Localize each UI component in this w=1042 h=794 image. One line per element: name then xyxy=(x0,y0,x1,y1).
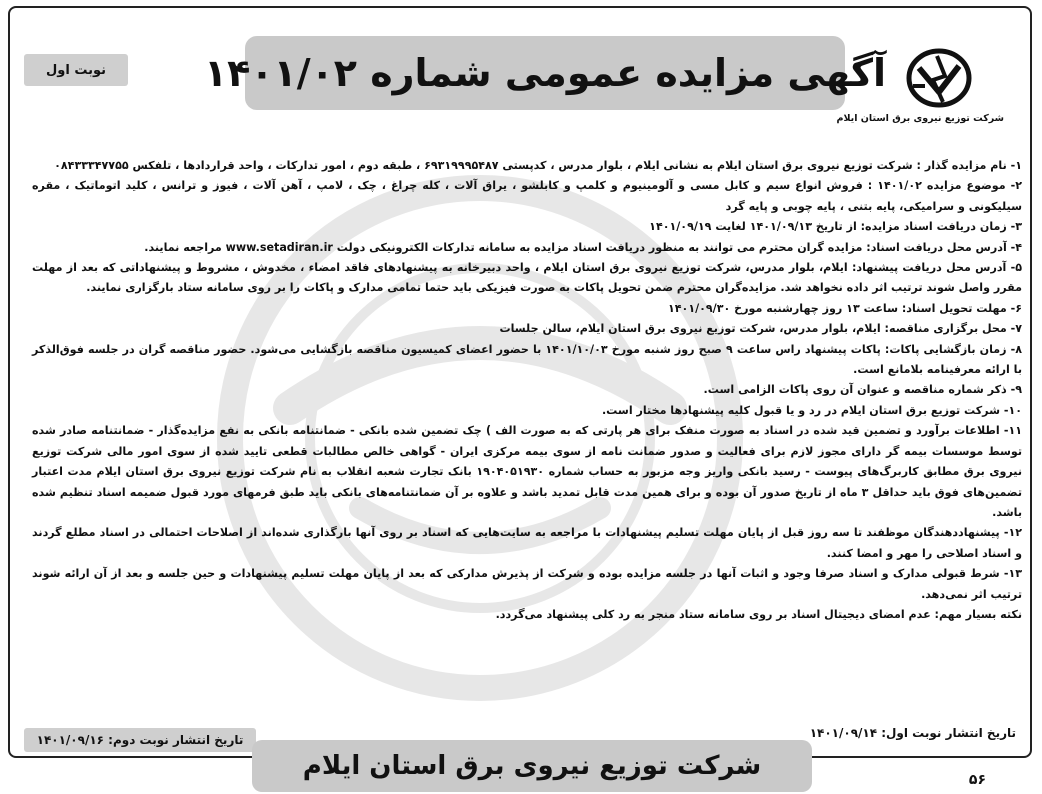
item-13: ۱۳- شرط قبولی مدارک و اسناد صرفا وجود و اثبات آنها در جلسه مزایده بوده و شرکت از پذیرش مدارکی که بعد از پایان مهلت تسلیم پیشنهادات و حین جلسه و بعد از آن ارائه شوند ترتیب اثر نمی‌دهد. xyxy=(32,567,1022,601)
item-6: ۶- مهلت تحویل اسناد: ساعت ۱۳ روز چهارشنبه مورخ ۱۴۰۱/۰۹/۳۰ xyxy=(668,301,1022,315)
item-2: ۲- موضوع مزایده ۱۴۰۱/۰۲ : فروش انواع سیم و کابل مسی و آلومینیوم و کلمپ و کابلشو ، یراق آلات ، کله چراغ ، چک ، لامپ ، آهن آلات ، فیوز و ترانس ، کلید اتوماتیک ، مقره سیلیکونی و سرامیکی، پایه بتنی ، پایه چوبی و پایه گرد xyxy=(32,179,1022,213)
item-5: ۵- آدرس محل دریافت پیشنهاد: ایلام، بلوار مدرس، شرکت توزیع نیروی برق استان ایلام ، واحد دبیرخانه به پیشنهادهای فاقد امضاء ، مخدوش ، مشروط و پیشنهاداتی که بعد از مهلت مقرر واصل شوند ترتیب اثر داده نخواهد شد. مزایده‌گران محترم ضمن تحویل پاکات به صورت فیزیکی باید حتما تمامی مدارک و پاکات را بر روی سامانه ستاد بارگزاری نمایند. xyxy=(32,261,1022,295)
announcement-body xyxy=(32,156,1022,625)
advertisement-frame xyxy=(8,6,1032,758)
first-publication-date: تاریخ انتشار نوبت اول: ۱۴۰۱/۰۹/۱۴ xyxy=(809,726,1016,740)
item-12: ۱۲- پیشنهاددهندگان موظفند تا سه روز قبل از پایان مهلت تسلیم پیشنهادات با مراجعه به سایت‌هایی که اسناد بر روی آنها بارگذاری شده‌اند از اصلاحات احتمالی در اسناد مطلع گردند و اسناد اصلاحی را مهر و امضا کنند. xyxy=(32,526,1022,560)
footer-title: شرکت توزیع نیروی برق استان ایلام xyxy=(302,751,762,781)
item-1: ۱- نام مزایده گذار : شرکت توزیع نیروی برق استان ایلام به نشانی ایلام ، بلوار مدرس ، کدپستی ۶۹۳۱۹۹۹۵۴۸۷ ، طبقه دوم ، امور تدارکات ، واحد قراردادها ، تلفکس ۰۸۴۳۳۳۴۷۷۵۵ xyxy=(54,159,1022,172)
item-4: ۴- آدرس محل دریافت اسناد: مزایده گران محترم می توانند به منظور دریافت اسناد مزایده به سامانه تدارکات الکترونیکی دولت www.setadiran.ir مراجعه نمایند. xyxy=(144,240,1022,254)
item-8: ۸- زمان بازگشایی پاکات: پاکات پیشنهاد راس ساعت ۹ صبح روز شنبه مورخ ۱۴۰۱/۱۰/۰۳ با حضور اعضای کمیسیون مناقصه بازگشایی می‌شود. حضور مناقصه گران در جلسه فوق‌الذکر با ارائه معرفینامه بلامانع است. xyxy=(32,342,1023,377)
title-banner xyxy=(203,36,887,110)
company-logo xyxy=(836,46,1004,146)
page-number: ۵۶ xyxy=(968,772,986,788)
item-7: ۷- محل برگزاری مناقصه: ایلام، بلوار مدرس، شرکت توزیع نیروی برق استان ایلام، سالن جلسات xyxy=(499,322,1022,336)
power-distribution-logo-icon xyxy=(899,46,979,110)
second-publication-date: تاریخ انتشار نوبت دوم: ۱۴۰۱/۰۹/۱۶ xyxy=(24,728,256,752)
item-9: ۹- ذکر شماره مناقصه و عنوان آن روی پاکات الزامی است. xyxy=(703,383,1022,397)
item-11: ۱۱- اطلاعات برآورد و تضمین قید شده در اسناد به صورت منفک برای هر پارتی که به صورت الف ) چک تضمین شده بانکی - ضمانتنامه بانکی به نفع مزایده‌گذار - ضمانتنامه صادر شده توسط موسسات بیمه گر دارای مجوز لازم برای فعالیت و صدور ضمانت نامه از سوی بیمه مرکزی ایران - گواهی خالص مطالبات قطعی تایید شده از سوی امور مالی شرکت توزیع نیروی برق مطابق کاربرگ‌های پیوست - رسید بانکی واریز وجه مزبور به حساب شماره ۱۹۰۴۰۵۱۹۳۰ بانک تجارت شعبه انقلاب به نام شرکت توزیع نیروی برق استان ایلام مدت اعتبار تضمین‌های فوق باید حداقل ۳ ماه از تاریخ صدور آن بوده و برای همین مدت قابل تمدید باشد و علاوه بر آن ضمانتنامه‌های بانکی باید طبق فرمهای مورد قبول ضمیمه اسناد تنظیم شده باشد. xyxy=(32,424,1022,519)
round-badge: نوبت اول xyxy=(24,54,128,86)
item-3: ۳- زمان دریافت اسناد مزایده: از تاریخ ۱۴۰۱/۰۹/۱۳ لغایت ۱۴۰۱/۰۹/۱۹ xyxy=(649,220,1022,234)
page-title: آگهی مزایده عمومی شماره ۱۴۰۱/۰۲ xyxy=(203,51,887,95)
footer-banner xyxy=(252,740,812,792)
logo-caption: شرکت توزیع نیروی برق استان ایلام xyxy=(836,113,1004,124)
important-note: نکته بسیار مهم: عدم امضای دیجیتال اسناد بر روی سامانه ستاد منجر به رد کلی پیشنهاد می‌گردد. xyxy=(495,607,1022,621)
item-10: ۱۰- شرکت توزیع برق استان ایلام در رد و یا قبول کلیه پیشنهادها مختار است. xyxy=(601,403,1022,417)
